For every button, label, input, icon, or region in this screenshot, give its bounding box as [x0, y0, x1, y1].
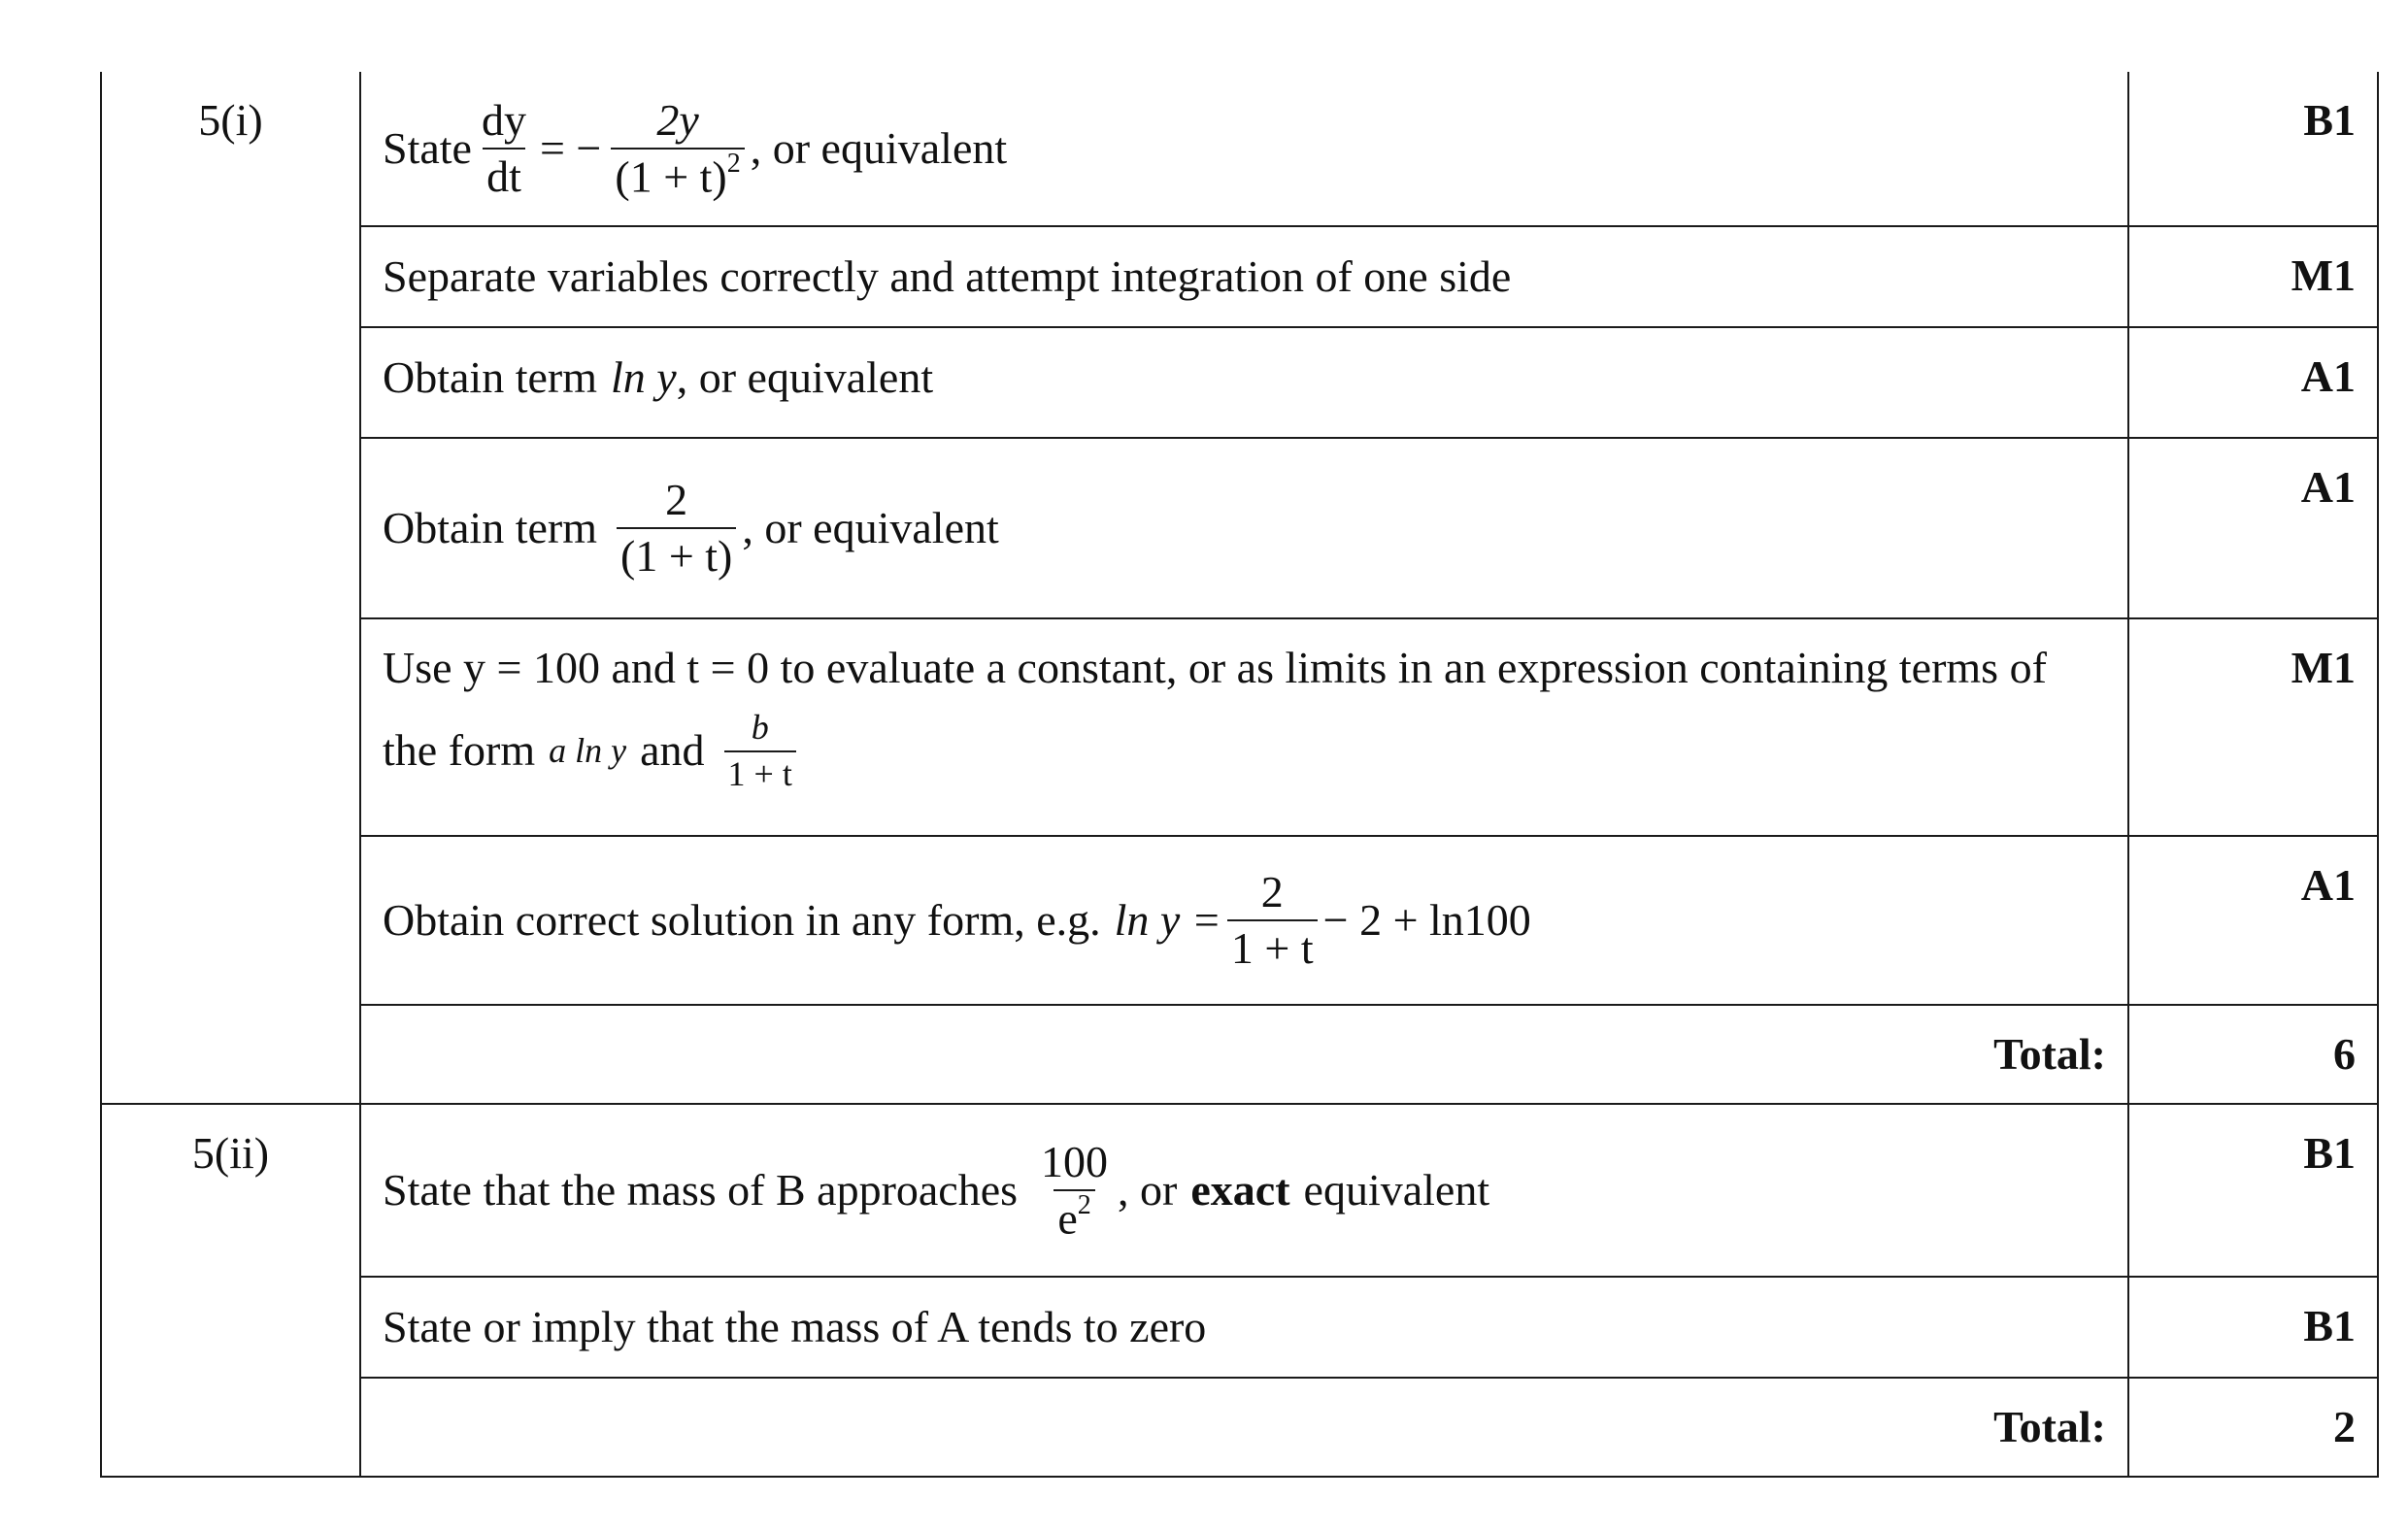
fraction-denominator: (1 + t)	[615, 151, 727, 202]
answer-text: , or equivalent	[742, 502, 999, 552]
fraction	[478, 94, 530, 201]
fraction-denominator: 1 + t	[1227, 919, 1318, 972]
total-row	[101, 1005, 2378, 1104]
answer-cell	[360, 327, 2128, 438]
fraction-numerator: 2	[665, 474, 688, 524]
answer-text: State or imply that the mass of A tends to zero	[383, 1301, 1207, 1351]
fraction-denominator: dt	[483, 148, 525, 200]
answer-text: Obtain correct solution in any form, e.g.	[383, 894, 1101, 945]
answer-text: Separate variables correctly and attempt integration of one side	[383, 250, 1512, 301]
math-expression: ln y	[611, 351, 677, 402]
fraction-numerator: 100	[1041, 1136, 1109, 1186]
total-label: Total:	[360, 1005, 2128, 1104]
answer-cell	[360, 618, 2128, 836]
answer-text: Use y = 100 and t = 0 to evaluate a constant, or as limits in an expression containing terms of	[383, 643, 2047, 692]
answer-cell	[360, 226, 2128, 327]
total-value: 6	[2128, 1005, 2378, 1104]
table-row	[101, 1104, 2378, 1277]
total-label: Total:	[360, 1378, 2128, 1477]
answer-text: , or equivalent	[676, 351, 934, 402]
answer-text: , or equivalent	[750, 122, 1008, 173]
table-row	[101, 72, 2378, 226]
mark-scheme-table	[100, 72, 2379, 1478]
mark-cell: B1	[2128, 1277, 2378, 1378]
fraction-numerator: 2	[1260, 866, 1284, 916]
table-row	[101, 1277, 2378, 1378]
fraction-denominator: (1 + t)	[617, 527, 736, 580]
table-row	[101, 618, 2378, 836]
exponent: 2	[726, 148, 741, 179]
table-row	[101, 327, 2378, 438]
math-expression: ln y =	[1114, 894, 1221, 945]
answer-cell	[360, 836, 2128, 1005]
answer-text: and	[640, 725, 705, 776]
mark-cell: A1	[2128, 836, 2378, 1005]
math-expression: a ln y	[549, 731, 627, 771]
answer-text: , or	[1118, 1164, 1178, 1215]
answer-text-bold: exact	[1190, 1164, 1290, 1215]
mark-cell: B1	[2128, 1104, 2378, 1277]
fraction	[724, 710, 796, 793]
answer-text: equivalent	[1303, 1164, 1490, 1215]
fraction	[1037, 1136, 1112, 1244]
mark-cell: M1	[2128, 226, 2378, 327]
answer-cell	[360, 1277, 2128, 1378]
question-label	[101, 72, 360, 1104]
fraction-numerator: dy	[481, 94, 526, 145]
table-row	[101, 836, 2378, 1005]
fraction-numerator: b	[751, 708, 769, 748]
answer-text: the form	[383, 725, 536, 776]
total-value: 2	[2128, 1378, 2378, 1477]
table-row	[101, 226, 2378, 327]
mark-cell: M1	[2128, 618, 2378, 836]
question-label	[101, 1104, 360, 1477]
answer-cell	[360, 1104, 2128, 1277]
question-number: 5(ii)	[191, 1128, 270, 1178]
answer-text: Obtain term	[383, 502, 597, 552]
table-row	[101, 438, 2378, 618]
question-number: 5(i)	[198, 95, 263, 145]
fraction	[617, 474, 736, 581]
fraction	[611, 94, 744, 202]
fraction-numerator: 2y	[656, 94, 699, 145]
answer-text: State	[383, 122, 472, 173]
answer-text: Obtain term	[383, 351, 597, 402]
math-expression: − 2 + ln100	[1322, 894, 1531, 945]
fraction-denominator: e	[1057, 1193, 1078, 1244]
mark-cell: A1	[2128, 438, 2378, 618]
exponent: 2	[1077, 1189, 1091, 1220]
operator: = −	[539, 122, 602, 173]
mark-cell: A1	[2128, 327, 2378, 438]
total-row	[101, 1378, 2378, 1477]
answer-cell	[360, 438, 2128, 618]
mark-cell: B1	[2128, 72, 2378, 226]
answer-cell	[360, 72, 2128, 226]
fraction-denominator: 1 + t	[724, 750, 796, 793]
fraction	[1227, 866, 1318, 973]
answer-text: State that the mass of B approaches	[383, 1164, 1019, 1215]
